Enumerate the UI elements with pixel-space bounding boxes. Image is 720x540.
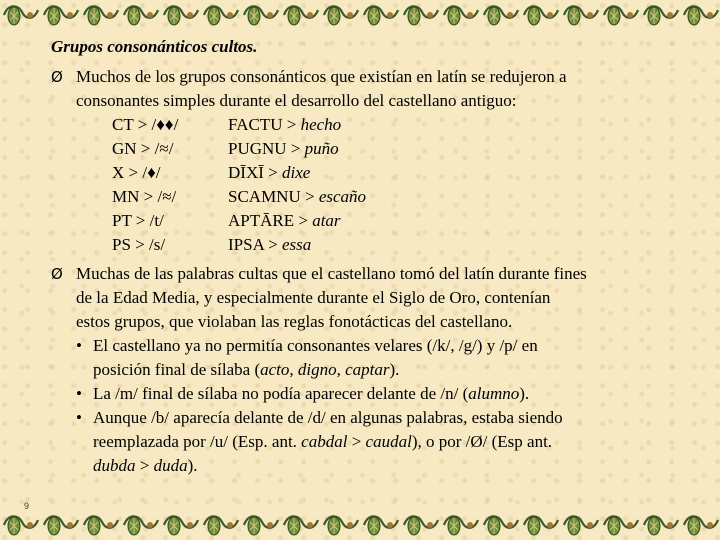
example-right: IPSA > essa xyxy=(228,235,312,254)
example-left: CT > /♦♦/ xyxy=(112,115,179,134)
example-left: GN > /≈/ xyxy=(112,139,174,158)
sub-bullet-3-line-3: dubda > duda). xyxy=(93,456,198,475)
page-number: 9 xyxy=(24,501,30,511)
arrow-bullet-icon: Ø xyxy=(51,68,63,86)
paragraph-1-line-1: Muchos de los grupos consonánticos que existían en latín se redujeron a xyxy=(76,67,567,86)
example-left: PS > /s/ xyxy=(112,235,166,254)
example-left: X > /♦/ xyxy=(112,163,161,182)
paragraph-2-line-2: de la Edad Media, y especialmente durante el Siglo de Oro, contenían xyxy=(76,288,551,307)
example-right: PUGNU > puño xyxy=(228,139,339,158)
sub-bullet-1-line-1: El castellano ya no permitía consonantes velares (/k/, /g/) y /p/ en xyxy=(93,336,538,355)
example-left: MN > /≈/ xyxy=(112,187,177,206)
sub-bullet-3-line-2: reemplazada por /u/ (Esp. ant. cabdal > caudal), o por /Ø/ (Esp ant. xyxy=(93,432,553,451)
example-right: APTĀRE > atar xyxy=(228,211,341,230)
example-right: SCAMNU > escaño xyxy=(228,187,367,206)
sub-bullet-icon: • xyxy=(76,384,82,403)
sub-bullet-icon: • xyxy=(76,336,82,355)
example-right: FACTU > hecho xyxy=(228,115,342,134)
sub-bullet-3-line-1: Aunque /b/ aparecía delante de /d/ en algunas palabras, estaba siendo xyxy=(93,408,563,427)
sub-bullet-1-line-2: posición final de sílaba (acto, digno, captar). xyxy=(93,360,400,379)
example-left: PT > /t/ xyxy=(112,211,164,230)
paragraph-1-line-2: consonantes simples durante el desarrollo del castellano antiguo: xyxy=(76,91,517,110)
slide-title: Grupos consonánticos cultos. xyxy=(51,37,258,56)
arrow-bullet-icon: Ø xyxy=(51,265,63,283)
example-right: DĪXĪ > dixe xyxy=(228,163,311,182)
paragraph-2-line-3: estos grupos, que violaban las reglas fonotácticas del castellano. xyxy=(76,312,513,331)
sub-bullet-icon: • xyxy=(76,408,82,427)
sub-bullet-2: La /m/ final de sílaba no podía aparecer delante de /n/ (alumno). xyxy=(93,384,530,403)
paragraph-2-line-1: Muchas de las palabras cultas que el castellano tomó del latín durante fines xyxy=(76,264,587,283)
